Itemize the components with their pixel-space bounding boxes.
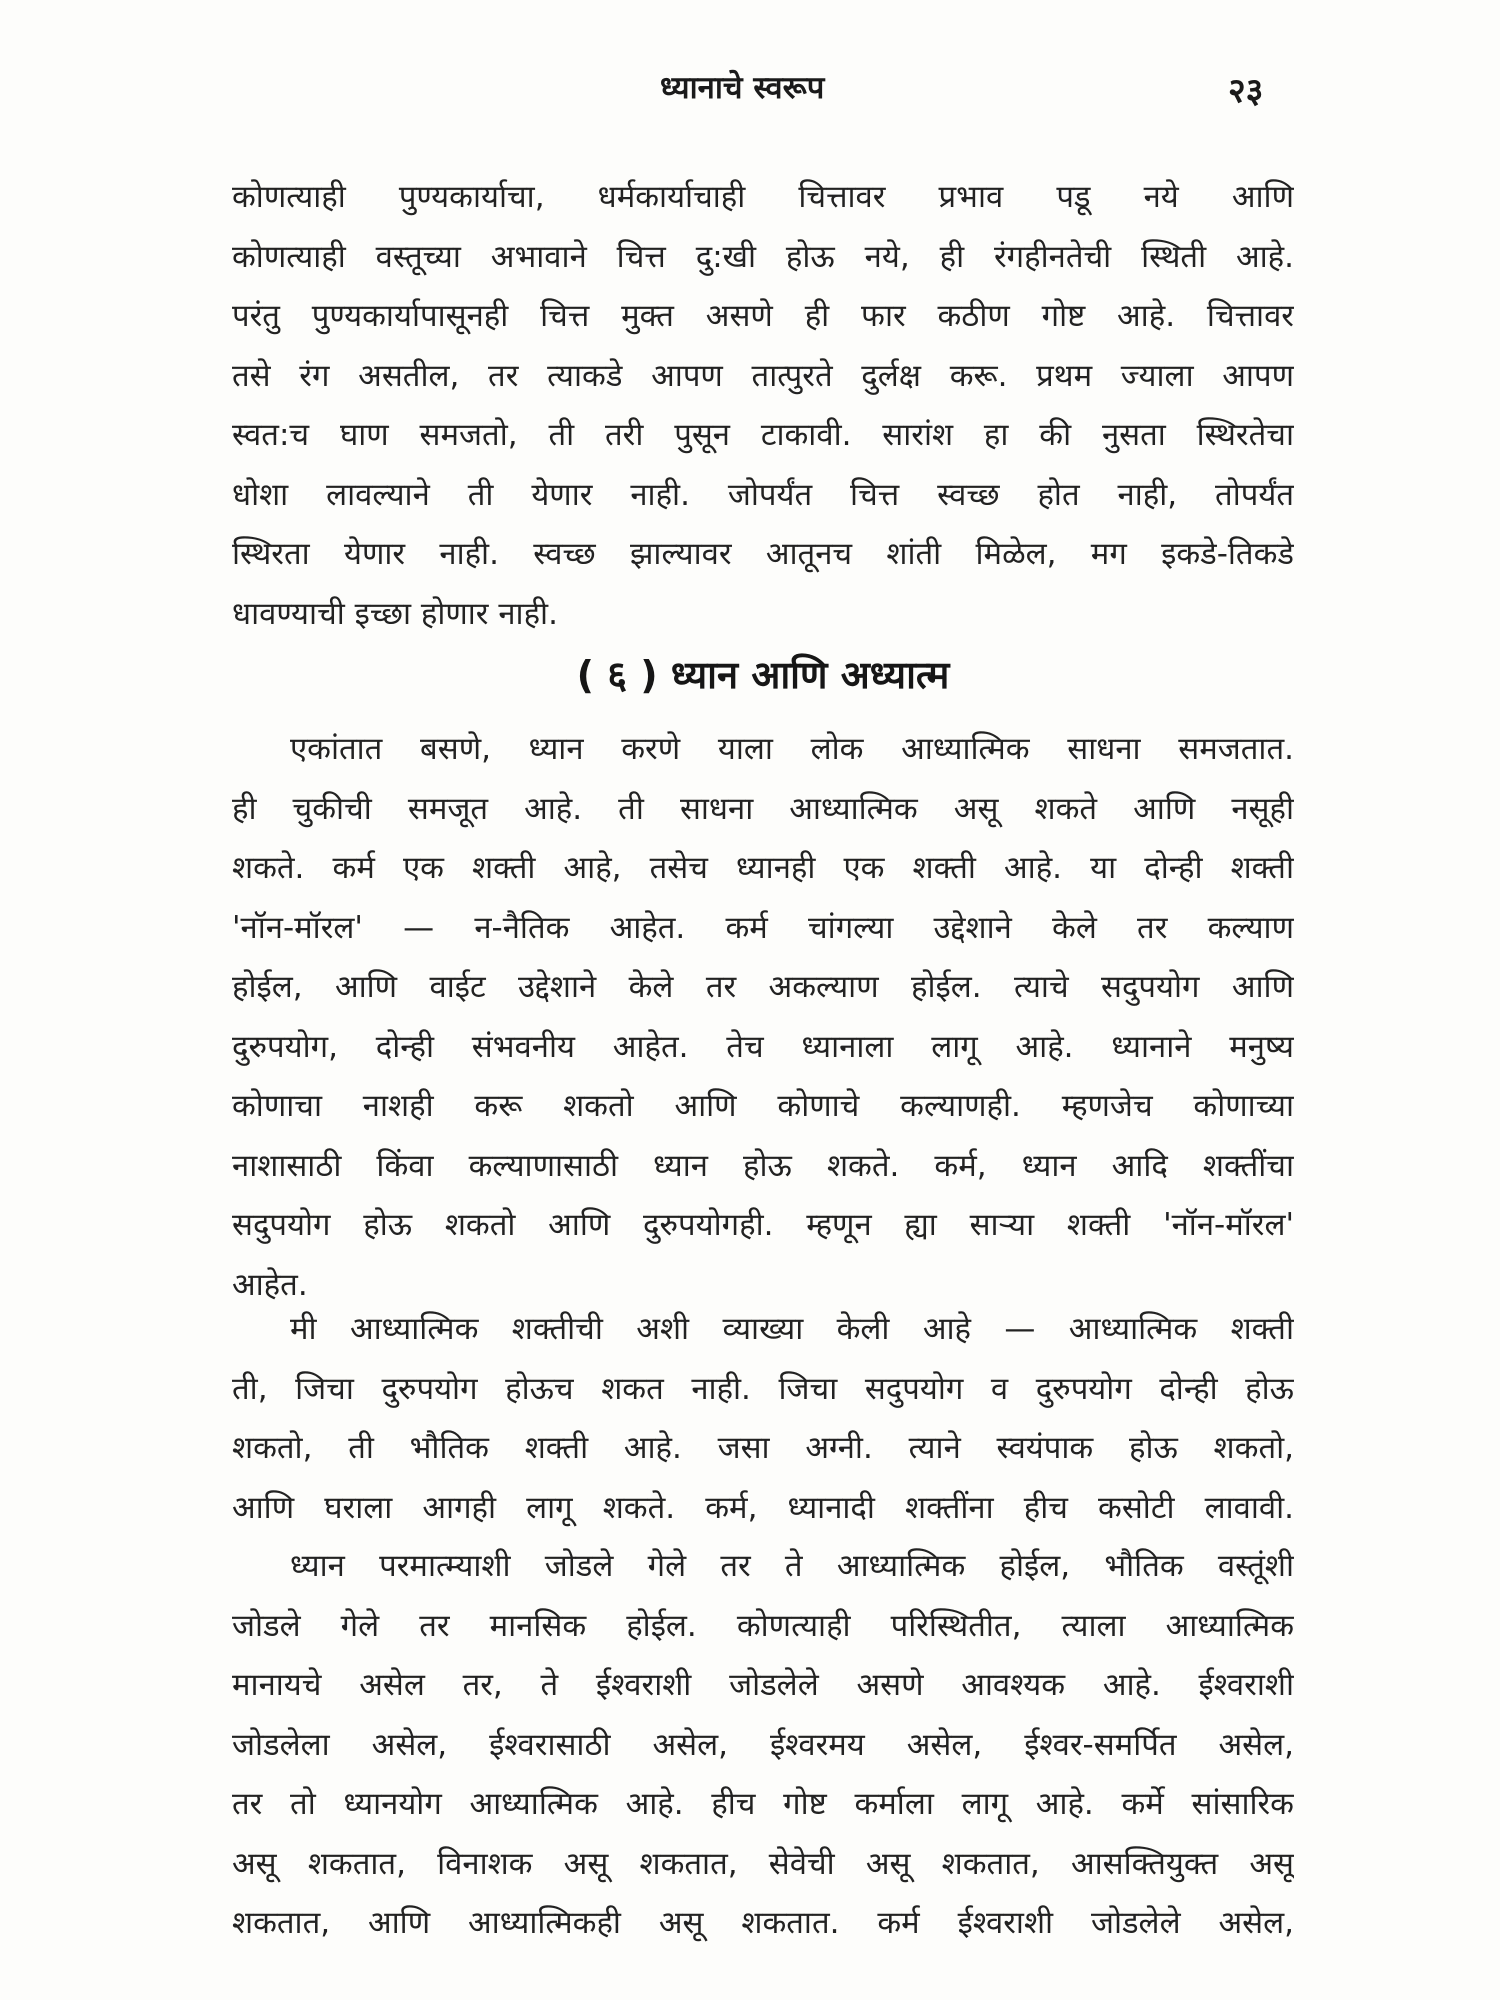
text-line: जोडले गेले तर मानसिक होईल. कोणत्याही परिस्थितीत, त्याला आध्यात्मिक <box>232 1607 1294 1644</box>
text-line: धोशा लावल्याने ती येणार नाही. जोपर्यंत चित्त स्वच्छ होत नाही, तोपर्यंत <box>232 476 1294 513</box>
text-line: दुरुपयोग, दोन्ही संभवनीय आहेत. तेच ध्यानाला लागू आहे. ध्यानाने मनुष्य <box>232 1028 1294 1065</box>
text-line: मी आध्यात्मिक शक्तीची अशी व्याख्या केली आहे — आध्यात्मिक शक्ती <box>290 1311 1294 1347</box>
text-line: ती, जिचा दुरुपयोग होऊच शकत नाही. जिचा सदुपयोग व दुरुपयोग दोन्ही होऊ <box>232 1370 1294 1407</box>
text-line: असू शकतात, विनाशक असू शकतात, सेवेची असू शकतात, आसक्तियुक्त असू <box>232 1845 1294 1882</box>
running-header <box>0 58 1500 118</box>
text-line: आहेत. <box>232 1266 308 1303</box>
text-line: स्थिरता येणार नाही. स्वच्छ झाल्यावर आतूनच शांती मिळेल, मग इकडे-तिकडे <box>232 536 1294 572</box>
text-line: कोणत्याही पुण्यकार्याचा, धर्मकार्याचाही चित्तावर प्रभाव पडू नये आणि <box>232 179 1294 215</box>
page-number: २३ <box>1228 71 1264 111</box>
paragraph-4 <box>232 1537 1294 1954</box>
text-line: परंतु पुण्यकार्यापासूनही चित्त मुक्त असणे ही फार कठीण गोष्ट आहे. चित्तावर <box>232 298 1294 334</box>
paragraph-3 <box>232 1300 1294 1538</box>
text-line: मानायचे असेल तर, ते ईश्वराशी जोडलेले असणे आवश्यक आहे. ईश्वराशी <box>232 1667 1294 1703</box>
paragraph-1 <box>232 168 1294 644</box>
text-line: शकतात, आणि आध्यात्मिकही असू शकतात. कर्म ईश्वराशी जोडलेले असेल, <box>232 1905 1294 1941</box>
text-line: एकांतात बसणे, ध्यान करणे याला लोक आध्यात्मिक साधना समजतात. <box>290 731 1294 767</box>
text-line: आणि घराला आगही लागू शकते. कर्म, ध्यानादी शक्तींना हीच कसोटी लावावी. <box>232 1489 1294 1526</box>
text-line: नाशासाठी किंवा कल्याणासाठी ध्यान होऊ शकते. कर्म, ध्यान आदि शक्तींचा <box>232 1147 1294 1184</box>
text-line: तर तो ध्यानयोग आध्यात्मिक आहे. हीच गोष्ट कर्माला लागू आहे. कर्मे सांसारिक <box>232 1786 1294 1822</box>
section-heading: ( ६ ) ध्यान आणि अध्यात्म <box>576 653 950 697</box>
text-line: ध्यान परमात्म्याशी जोडले गेले तर ते आध्यात्मिक होईल, भौतिक वस्तूंशी <box>290 1548 1294 1584</box>
running-title: ध्यानाचे स्वरूप <box>660 70 825 106</box>
text-line: शकतो, ती भौतिक शक्ती आहे. जसा अग्नी. त्याने स्वयंपाक होऊ शकतो, <box>232 1430 1294 1466</box>
text-line: धावण्याची इच्छा होणार नाही. <box>232 595 558 632</box>
text-line: कोणाचा नाशही करू शकतो आणि कोणाचे कल्याणही. म्हणजेच कोणाच्या <box>232 1088 1294 1124</box>
text-line: स्वत:च घाण समजतो, ती तरी पुसून टाकावी. सारांश हा की नुसता स्थिरतेचा <box>232 417 1294 453</box>
text-line: ही चुकीची समजूत आहे. ती साधना आध्यात्मिक असू शकते आणि नसूही <box>232 790 1294 827</box>
text-line: 'नॉन-मॉरल' — न-नैतिक आहेत. कर्म चांगल्या उद्देशाने केले तर कल्याण <box>232 909 1294 946</box>
text-line: शकते. कर्म एक शक्ती आहे, तसेच ध्यानही एक शक्ती आहे. या दोन्ही शक्ती <box>232 850 1294 886</box>
text-line: सदुपयोग होऊ शकतो आणि दुरुपयोगही. म्हणून ह्या साऱ्या शक्ती 'नॉन-मॉरल' <box>232 1207 1294 1243</box>
text-line: तसे रंग असतील, तर त्याकडे आपण तात्पुरते दुर्लक्ष करू. प्रथम ज्याला आपण <box>232 357 1294 394</box>
text-line: कोणत्याही वस्तूच्या अभावाने चित्त दु:खी होऊ नये, ही रंगहीनतेची स्थिती आहे. <box>232 238 1294 275</box>
paragraph-2 <box>232 720 1294 1315</box>
text-line: होईल, आणि वाईट उद्देशाने केले तर अकल्याण होईल. त्याचे सदुपयोग आणि <box>232 969 1294 1005</box>
text-line: जोडलेला असेल, ईश्वरासाठी असेल, ईश्वरमय असेल, ईश्वर-समर्पित असेल, <box>232 1726 1294 1763</box>
